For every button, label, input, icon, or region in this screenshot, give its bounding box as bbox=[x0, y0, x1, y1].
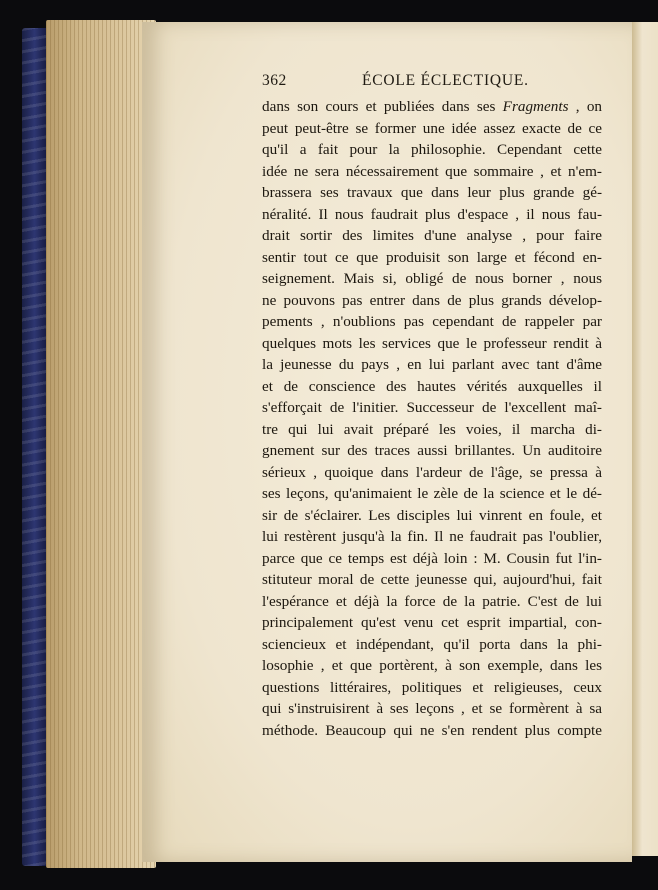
facing-page-edge bbox=[632, 22, 658, 856]
text-line: sir de s'éclairer. Les disciples lui vinrent en foule, et bbox=[262, 506, 602, 524]
text-line: brassera ses travaux que dans leur plus grande gé- bbox=[262, 184, 602, 201]
text-line: idée ne sera nécessairement que sommaire , et n'em- bbox=[262, 162, 602, 180]
body-text bbox=[262, 96, 602, 741]
text-line: et de conscience des hautes vérités auxquelles il bbox=[262, 377, 602, 395]
text-line: sentir tout ce que produisit son large et fécond en- bbox=[262, 248, 602, 266]
text-line: qui s'instruisirent à ses leçons , et se formèrent à sa bbox=[262, 700, 602, 717]
text-line: néralité. Il nous faudrait plus d'espace , il nous fau- bbox=[262, 205, 602, 223]
text-line: ses leçons, qu'animaient le zèle de la science et le dé- bbox=[262, 485, 602, 502]
text-line: méthode. Beaucoup qui ne s'en rendent plus compte bbox=[262, 721, 602, 739]
running-head bbox=[262, 72, 602, 94]
text-line: pements , n'oublions pas cependant de rappeler par bbox=[262, 313, 602, 330]
text-line: lui restèrent jusqu'à la fin. Il ne faudrait pas l'oublier, bbox=[262, 528, 602, 545]
text-line: principalement qu'est venu cet esprit impartial, con- bbox=[262, 614, 602, 631]
text-line: dans son cours et publiées dans ses Fragments , on bbox=[262, 98, 602, 115]
text-line: parce que ce temps est déjà loin : M. Cousin fut l'in- bbox=[262, 549, 602, 567]
page-edges bbox=[46, 20, 156, 868]
text-line: ne pouvons pas entrer dans de plus grands dévelop- bbox=[262, 291, 602, 309]
text-line: questions littéraires, politiques et religieuses, ceux bbox=[262, 678, 602, 696]
text-line: peut peut-être se former une idée assez exacte de ce bbox=[262, 119, 602, 137]
running-title: ÉCOLE ÉCLECTIQUE. bbox=[362, 72, 529, 89]
text-line: qu'il a fait pour la philosophie. Cependant cette bbox=[262, 141, 602, 158]
text-line: tre qui lui avait préparé les voies, il marcha di- bbox=[262, 420, 602, 438]
text-line: drait sortir des limites d'une analyse , pour faire bbox=[262, 227, 602, 244]
text-line: stituteur moral de cette jeunesse qui, aujourd'hui, fait bbox=[262, 571, 602, 588]
text-line: quelques mots les services que le professeur rendit à bbox=[262, 334, 602, 352]
page-number: 362 bbox=[262, 72, 287, 89]
text-line: gnement sur des traces aussi brillantes. Un auditoire bbox=[262, 442, 602, 459]
text-line: sérieux , quoique dans l'ardeur de l'âge, se pressa à bbox=[262, 463, 602, 481]
text-line: sciencieux et indépendant, qu'il porta dans la phi- bbox=[262, 635, 602, 653]
text-line: l'espérance et déjà la force de la patrie. C'est de lui bbox=[262, 592, 602, 610]
text-line: losophie , et que portèrent, à son exemple, dans les bbox=[262, 657, 602, 674]
text-line: la jeunesse du pays , en lui parlant avec tant d'âme bbox=[262, 356, 602, 373]
text-line: s'efforçait de l'initier. Successeur de l'excellent maî- bbox=[262, 399, 602, 416]
text-line: seignement. Mais si, obligé de nous borner , nous bbox=[262, 270, 602, 287]
